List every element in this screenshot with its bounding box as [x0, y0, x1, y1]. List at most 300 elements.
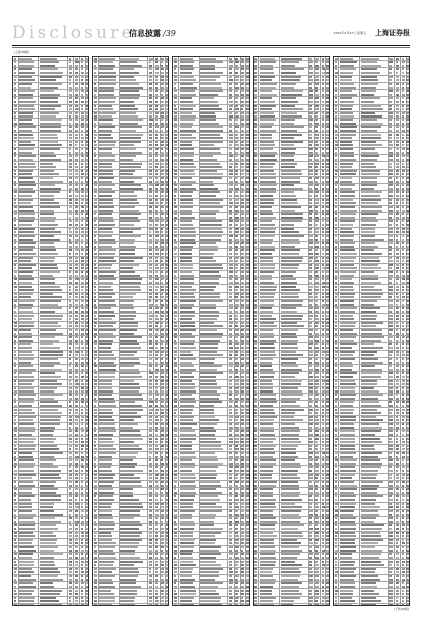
table-cell [335, 144, 338, 146]
table-cell [322, 282, 325, 284]
table-cell [14, 561, 16, 563]
table-cell [254, 463, 257, 465]
table-cell [94, 271, 96, 273]
table-cell [241, 235, 243, 237]
table-cell [326, 296, 329, 298]
table-cell [69, 394, 73, 396]
table-cell [161, 593, 164, 595]
table-cell [81, 90, 84, 92]
table-cell [19, 427, 35, 429]
table-cell [309, 557, 312, 559]
table-cell [281, 387, 298, 389]
table-cell [120, 398, 143, 400]
table-cell [75, 445, 78, 447]
table-cell [40, 155, 56, 157]
table-cell [246, 597, 250, 599]
table-cell [229, 307, 233, 309]
table-cell [161, 347, 164, 349]
table-cell [19, 101, 35, 103]
table-cell [99, 470, 112, 472]
table-cell [40, 76, 62, 78]
table-cell [389, 58, 392, 60]
table-cell [99, 58, 115, 60]
table-cell [309, 597, 313, 599]
table-cell [155, 83, 158, 85]
table-cell [326, 390, 329, 392]
table-cell [200, 108, 221, 110]
table-cell [326, 126, 330, 128]
table-cell [149, 351, 152, 353]
table-cell [94, 430, 96, 432]
table-cell [241, 561, 243, 563]
table-cell [254, 448, 257, 450]
table-cell [322, 83, 325, 85]
table-cell [281, 427, 300, 429]
table-cell [19, 372, 32, 374]
table-cell [241, 144, 244, 146]
table-cell [322, 600, 324, 602]
table-cell [75, 434, 78, 436]
table-cell [235, 333, 239, 335]
table-cell [14, 506, 17, 508]
table-cell [241, 242, 243, 244]
table-cell [86, 466, 89, 468]
table-cell [75, 101, 78, 103]
table-cell [229, 441, 233, 443]
table-cell [254, 571, 256, 573]
table-cell [229, 481, 232, 483]
table-cell [94, 419, 97, 421]
table-cell [335, 195, 337, 197]
table-cell [69, 419, 72, 421]
table-cell [166, 94, 169, 96]
table-cell [235, 510, 238, 512]
table-cell [200, 593, 219, 595]
table-cell [335, 217, 338, 219]
table-cell [281, 336, 298, 338]
table-cell [235, 412, 238, 414]
table-cell [241, 239, 244, 241]
table-cell [19, 546, 33, 548]
table-cell [14, 503, 17, 505]
table-cell [94, 535, 97, 537]
table-cell [166, 61, 169, 63]
table-cell [161, 571, 164, 573]
table-cell [235, 499, 238, 501]
table-cell [86, 112, 89, 114]
table-cell [81, 459, 84, 461]
table-cell [161, 369, 164, 371]
table-cell [40, 564, 55, 566]
table-cell [81, 499, 83, 501]
table-cell [120, 83, 139, 85]
table-cell [149, 315, 153, 317]
table-cell [180, 307, 193, 309]
table-cell [340, 83, 354, 85]
table-cell [260, 445, 276, 447]
table-cell [86, 311, 90, 313]
table-cell [361, 199, 382, 201]
table-cell [149, 390, 152, 392]
table-cell [120, 87, 143, 89]
table-cell [75, 423, 78, 425]
table-cell [69, 416, 72, 418]
table-cell [81, 246, 83, 248]
table-cell [75, 546, 78, 548]
table-cell [81, 87, 83, 89]
table-cell [229, 61, 233, 63]
table-cell [40, 115, 56, 117]
table-cell [246, 423, 250, 425]
table-cell [281, 191, 295, 193]
table-cell [229, 387, 232, 389]
table-cell [309, 590, 312, 592]
table-cell [340, 166, 352, 168]
table-cell [246, 210, 249, 212]
table-cell [155, 394, 159, 396]
table-cell [161, 586, 164, 588]
table-cell [229, 206, 232, 208]
table-cell [69, 477, 72, 479]
table-cell [241, 166, 243, 168]
table-cell [229, 271, 233, 273]
table-cell [161, 235, 164, 237]
table-cell [246, 517, 250, 519]
table-cell [281, 202, 298, 204]
table-cell [99, 224, 115, 226]
table-cell [260, 571, 272, 573]
table-cell [155, 463, 159, 465]
table-cell [180, 358, 196, 360]
table-cell [229, 170, 233, 172]
table-cell [200, 267, 223, 269]
table-cell [155, 246, 158, 248]
table-cell [19, 239, 33, 241]
table-cell [69, 575, 72, 577]
table-cell [174, 506, 177, 508]
table-cell [161, 546, 164, 548]
table-cell [241, 456, 244, 458]
table-cell [326, 123, 329, 125]
table-cell [402, 228, 405, 230]
table-cell [389, 115, 393, 117]
table-cell [260, 383, 274, 385]
table-cell [241, 282, 243, 284]
table-cell [326, 97, 329, 99]
table-cell [120, 220, 139, 222]
table-cell [174, 463, 176, 465]
table-cell [40, 286, 60, 288]
table-cell [246, 521, 249, 523]
table-cell [81, 202, 83, 204]
table-cell [246, 358, 249, 360]
table-cell [94, 260, 96, 262]
table-cell [174, 416, 176, 418]
table-cell [406, 191, 409, 193]
table-cell [86, 463, 89, 465]
table-cell [19, 83, 32, 85]
table-cell [75, 76, 79, 78]
table-cell [326, 590, 330, 592]
table-cell [180, 315, 196, 317]
table-cell [19, 495, 35, 497]
table-cell [260, 271, 274, 273]
table-cell [40, 170, 54, 172]
table-cell [19, 318, 32, 320]
table-cell [235, 72, 238, 74]
table-cell [326, 347, 329, 349]
table-cell [166, 224, 169, 226]
table-cell [14, 170, 17, 172]
table-cell [94, 195, 96, 197]
table-cell [361, 163, 374, 165]
table-cell [200, 253, 214, 255]
table-cell [161, 557, 163, 559]
table-cell [69, 517, 73, 519]
table-cell [309, 286, 313, 288]
table-cell [86, 83, 89, 85]
table-cell [69, 83, 72, 85]
table-cell [315, 514, 318, 516]
table-cell [174, 79, 177, 81]
table-cell [326, 430, 329, 432]
table-cell [309, 191, 313, 193]
table-cell [229, 166, 232, 168]
table-cell [260, 412, 275, 414]
table-cell [19, 260, 31, 262]
table-cell [246, 304, 250, 306]
table-cell [200, 597, 220, 599]
table-cell [86, 347, 89, 349]
table-cell [149, 87, 152, 89]
table-cell [40, 202, 59, 204]
table-cell [75, 315, 79, 317]
table-cell [241, 600, 244, 602]
table-cell [81, 542, 83, 544]
table-cell [340, 155, 354, 157]
table-cell [281, 430, 301, 432]
table-cell [260, 202, 275, 204]
table-cell [75, 362, 79, 364]
table-cell [315, 329, 318, 331]
table-cell [69, 542, 73, 544]
table-cell [281, 94, 302, 96]
table-cell [86, 481, 90, 483]
table-cell [361, 188, 374, 190]
table-cell [155, 365, 158, 367]
table-cell [40, 307, 62, 309]
table-cell [19, 390, 34, 392]
table-cell [180, 499, 195, 501]
table-cell [75, 412, 78, 414]
table-cell [281, 423, 296, 425]
table-cell [281, 286, 296, 288]
table-cell [149, 105, 152, 107]
table-cell [86, 257, 89, 259]
table-cell [389, 177, 392, 179]
table-cell [174, 184, 177, 186]
table-cell [149, 108, 153, 110]
table-cell [75, 188, 78, 190]
table-cell [75, 177, 78, 179]
table-cell [406, 148, 409, 150]
table-cell [75, 112, 78, 114]
table-cell [246, 419, 249, 421]
table-cell [315, 517, 318, 519]
table-cell [14, 239, 17, 241]
table-cell [241, 79, 243, 81]
table-cell [260, 593, 272, 595]
table-cell [229, 325, 232, 327]
table-cell [99, 419, 114, 421]
table-cell [241, 123, 244, 125]
table-cell [241, 231, 244, 233]
table-cell [120, 76, 134, 78]
table-cell [81, 257, 84, 259]
table-cell [149, 148, 152, 150]
table-cell [40, 253, 58, 255]
table-cell [81, 604, 84, 606]
table-cell [281, 123, 294, 125]
table-cell [281, 184, 294, 186]
table-cell [229, 94, 232, 96]
table-cell [309, 358, 312, 360]
table-cell [322, 343, 324, 345]
table-cell [315, 387, 318, 389]
table-cell [14, 79, 16, 81]
table-cell [229, 119, 232, 121]
table-cell [99, 452, 115, 454]
table-cell [19, 517, 33, 519]
table-cell [241, 253, 243, 255]
table-cell [254, 409, 257, 411]
table-cell [315, 398, 319, 400]
table-cell [75, 79, 78, 81]
table-cell [81, 123, 84, 125]
table-cell [81, 134, 83, 136]
table-cell [229, 419, 232, 421]
table-cell [200, 568, 222, 570]
table-cell [254, 58, 256, 60]
table-cell [174, 470, 176, 472]
table-cell [322, 231, 325, 233]
table-cell [19, 358, 34, 360]
table-cell [155, 434, 158, 436]
table-cell [75, 419, 79, 421]
table-cell [322, 474, 325, 476]
table-cell [241, 390, 244, 392]
table-cell [75, 571, 78, 573]
table-cell [260, 144, 276, 146]
table-cell [241, 441, 244, 443]
table-cell [75, 517, 78, 519]
table-cell [200, 550, 219, 552]
table-cell [40, 481, 56, 483]
table-cell [402, 105, 404, 107]
table-cell [149, 419, 153, 421]
table-cell [326, 343, 329, 345]
table-cell [149, 586, 152, 588]
table-cell [19, 503, 32, 505]
table-cell [86, 184, 89, 186]
table-cell [241, 202, 244, 204]
table-cell [99, 604, 112, 606]
table-cell [40, 590, 62, 592]
table-cell [155, 210, 159, 212]
table-cell [120, 380, 134, 382]
table-cell [69, 76, 73, 78]
table-cell [86, 456, 89, 458]
table-cell [235, 101, 238, 103]
table-cell [19, 112, 32, 114]
table-cell [40, 58, 57, 60]
table-cell [81, 532, 84, 534]
table-cell [309, 282, 312, 284]
table-cell [200, 271, 218, 273]
table-cell [161, 568, 164, 570]
table-cell [14, 441, 17, 443]
table-cell [254, 137, 256, 139]
table-cell [322, 333, 324, 335]
table-cell [254, 177, 256, 179]
table-cell [81, 579, 84, 581]
table-cell [75, 452, 78, 454]
table-cell [149, 235, 152, 237]
table-cell [246, 289, 250, 291]
table-cell [174, 123, 177, 125]
table-cell [40, 409, 58, 411]
table-cell [200, 419, 218, 421]
table-cell [161, 590, 164, 592]
table-cell [19, 304, 33, 306]
table-cell [281, 242, 300, 244]
table-cell [120, 260, 134, 262]
table-cell [94, 550, 97, 552]
table-cell [315, 199, 318, 201]
table-cell [309, 72, 312, 74]
table-cell [200, 405, 214, 407]
table-cell [161, 463, 164, 465]
table-cell [19, 561, 33, 563]
table-cell [315, 191, 319, 193]
table-cell [94, 304, 96, 306]
table-cell [260, 282, 274, 284]
table-cell [241, 296, 243, 298]
table-cell [75, 286, 78, 288]
table-cell [229, 163, 233, 165]
table-cell [14, 159, 16, 161]
table-cell [94, 137, 96, 139]
table-cell [180, 61, 195, 63]
table-cell [40, 488, 58, 490]
table-cell [326, 220, 329, 222]
table-cell [235, 452, 238, 454]
table-cell [75, 405, 78, 407]
table-cell [309, 354, 312, 356]
table-cell [99, 130, 111, 132]
table-cell [149, 430, 152, 432]
table-cell [246, 315, 250, 317]
table-cell [94, 351, 97, 353]
table-cell [99, 311, 114, 313]
table-cell [315, 597, 319, 599]
table-cell [235, 481, 239, 483]
table-cell [241, 452, 243, 454]
table-cell [309, 105, 312, 107]
table-cell [326, 206, 329, 208]
table-cell [389, 224, 392, 226]
table-cell [309, 83, 312, 85]
